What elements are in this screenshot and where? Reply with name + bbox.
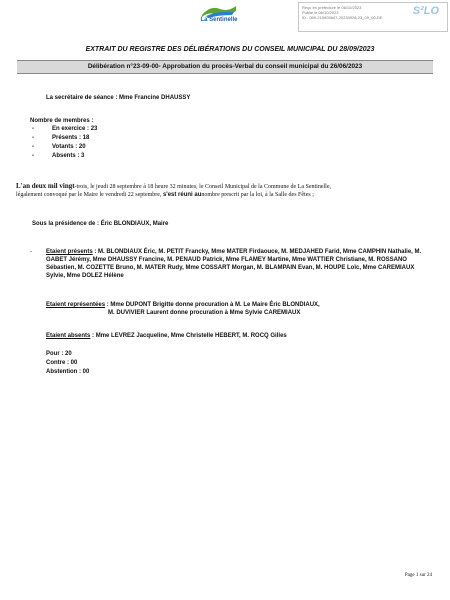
document-title: EXTRAIT DU REGISTRE DES DÉLIBÉRATIONS DU CONSEIL MUNICIPAL DU 28/09/2023 [85,46,375,53]
list-item: - En exercice : 23 [32,126,98,132]
vote-abstention: Abstention : 00 [46,369,90,375]
representees-label: Etaient représentées [46,302,106,308]
membres-heading: Nombre de membres : [30,118,94,124]
secretaire-line: La secrétaire de séance : Mme Francine DHAUSSY [46,95,191,101]
intro-line2b: s'est réuni au [162,192,202,198]
absents-paragraph [46,332,434,340]
prefecture-stamp [298,2,448,32]
vote-results [46,350,89,377]
deliberation-band: Délibération n°23-09-00- Approbation du procès-Verbal du conseil municipal du 26/06/2023 [17,60,433,74]
stamp-line-published: Publié le 06/10/2023 [302,10,339,15]
representees-line2: M. DUVIVIER Laurent donne procuration à Mme Sylvie CAREMIAUX [108,310,301,316]
presents-dash: - [30,249,32,255]
intro-line2c: nombre prescrit par la loi, à la Salle des Fêtes ; [201,192,314,198]
page-number: Page 1 sur 24 [404,573,432,578]
vote-contre: Contre : 00 [46,360,78,366]
representees-line1: : Mme DUPONT Brigitte donne procuration à M. Le Maire Éric BLONDIAUX, [105,302,320,308]
stamp-line-received: Reçu en préfecture le 06/10/2023 [302,5,362,10]
representees-paragraph [46,301,434,317]
list-item: - Absents : 3 [32,153,85,159]
presidence-line: Sous la présidence de : Éric BLONDIAUX, Maire [32,221,169,227]
absents-label: Etaient absents [46,333,91,339]
absents-text: : Mme LEVREZ Jacqueline, Mme Christelle HEBERT, M. ROCQ Gilles [90,333,287,339]
list-item: - Votants : 20 [32,144,86,150]
commune-logo [196,3,242,29]
intro-line2a: légalement convoqué par le Maire le vendredi 22 septembre, [16,192,162,198]
membres-list [32,125,97,161]
presents-label: Etaient présents [46,249,93,255]
stamp-brand: S²LO [412,5,439,17]
intro-paragraph [16,182,436,199]
list-item: - Présents : 18 [32,135,90,141]
stamp-line-id: ID : 059-215905647-20230928-23_09_00-DE [302,15,383,20]
vote-pour: Pour : 20 [46,351,72,357]
intro-lead: L'an deux mil vingt [16,182,75,190]
presents-text: : M. BLONDIAUX Éric, M. PETIT Francky, Mme MATER Firdaouce, M. MEDJAHED Farid, Mme CAMPHIN Nathalie, M. GABET Jérémy, Mme DHAUSSY Francine, M. PENAUD Patrick, Mme FLAMEY Martine, Mme WATTIER Christiane, M. ROSSANO Sébastien, M. COZETTE Bruno, M. MATER Rudy, Mme COSSART Morgan, M. BLAMPAIN Evan, M. HOUPE Loïc, Mme CAREMIAUX Sylvie, Mme DOLEZ Hélène [46,249,422,279]
logo-text: La Sentinelle [200,17,238,23]
intro-rest: -trois, le jeudi 28 septembre à 18 heure 32 minutes, le Conseil Municipal de la Commune de La Sentinelle, [74,184,331,190]
presents-paragraph [46,248,434,280]
